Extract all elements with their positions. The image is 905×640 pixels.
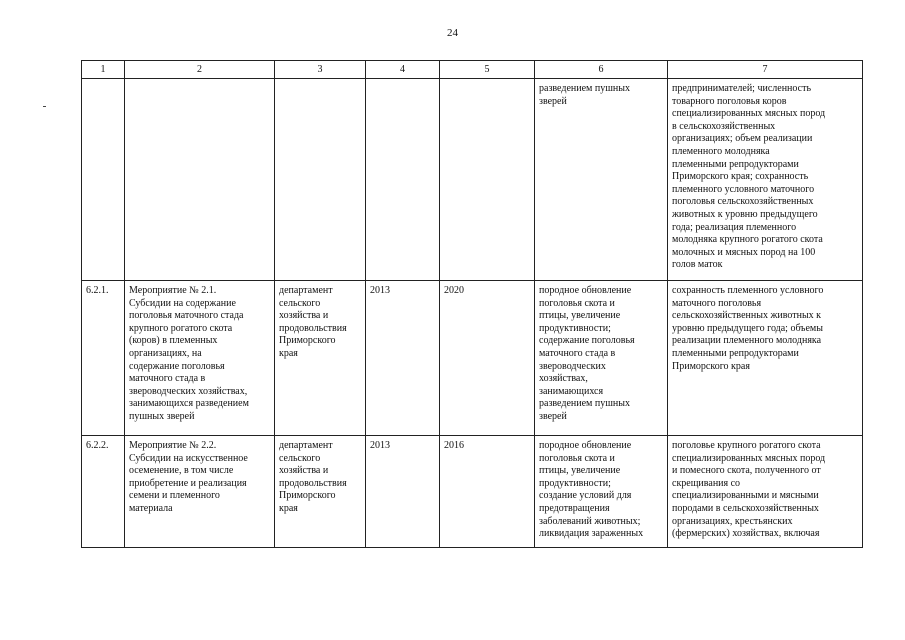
table-row — [82, 79, 863, 281]
result-cell: породное обновление поголовья скота и птицы, увеличение продуктивности; содержание поголовья маточного стада в звероводческих хозяйствах, занимающихся разведением пушных зверей — [535, 281, 668, 436]
table-row — [82, 281, 863, 436]
col-header-5: 5 — [440, 61, 535, 79]
row-number: 6.2.1. — [82, 281, 125, 436]
activity-cell — [125, 79, 275, 281]
col-header-7: 7 — [668, 61, 863, 79]
executor-cell — [275, 79, 366, 281]
row-number — [82, 79, 125, 281]
stray-mark — [43, 106, 46, 107]
end-year-cell: 2016 — [440, 436, 535, 548]
table-header-row — [82, 61, 863, 79]
col-header-4: 4 — [366, 61, 440, 79]
start-year-cell: 2013 — [366, 281, 440, 436]
executor-cell: департамент сельского хозяйства и продовольствия Приморского края — [275, 281, 366, 436]
indicators-cell — [668, 436, 863, 548]
indicators-cell: предпринимателей; численность товарного поголовья коров специализированных мясных пород в сельскохозяйственных организациях; объем реализации племенного молодняка племенными репродукторами Приморского края; сохранность племенного условного маточного поголовья сельскохозяйственных животных к уровню предыдущего года; реализация племенного молодняка крупного рогатого скота молочных и мясных пород на 100 голов маток — [668, 79, 863, 281]
start-year-cell — [366, 79, 440, 281]
col-header-1: 1 — [82, 61, 125, 79]
table-row — [82, 436, 863, 548]
col-header-2: 2 — [125, 61, 275, 79]
result-cell — [535, 436, 668, 548]
executor-cell: департамент сельского хозяйства и продовольствия Приморского края — [275, 436, 366, 548]
activity-cell: Мероприятие № 2.2. Субсидии на искусственное осеменение, в том числе приобретение и реализация семени и племенного материала — [125, 436, 275, 548]
result-cell: разведением пушных зверей — [535, 79, 668, 281]
col-header-3: 3 — [275, 61, 366, 79]
activity-cell: Мероприятие № 2.1. Субсидии на содержание поголовья маточного стада крупного рогатого скота (коров) в племенных организациях, на содержание поголовья маточного стада в звероводческих хозяйствах, занимающихся разведением пушных зверей — [125, 281, 275, 436]
indicators-cell: сохранность племенного условного маточного поголовья сельскохозяйственных животных к уровню предыдущего года; объемы реализации племенного молодняка племенными репродукторами Приморского края — [668, 281, 863, 436]
indicators-text: поголовье крупного рогатого скота специализированных мясных пород и помесного скота, полученного от скрещивания со специализированными и мясными породами в сельскохозяйственных организациях, крестьянских (фермерских) хозяйствах, включая — [672, 440, 826, 540]
program-table — [81, 60, 863, 548]
end-year-cell: 2020 — [440, 281, 535, 436]
page-number: 24 — [447, 27, 458, 39]
start-year-cell: 2013 — [366, 436, 440, 548]
row-number: 6.2.2. — [82, 436, 125, 548]
result-text: породное обновление поголовья скота и птицы, увеличение продуктивности; создание условий для предотвращения заболеваний животных; ликвидация зараженных — [539, 440, 644, 540]
end-year-cell — [440, 79, 535, 281]
col-header-6: 6 — [535, 61, 668, 79]
